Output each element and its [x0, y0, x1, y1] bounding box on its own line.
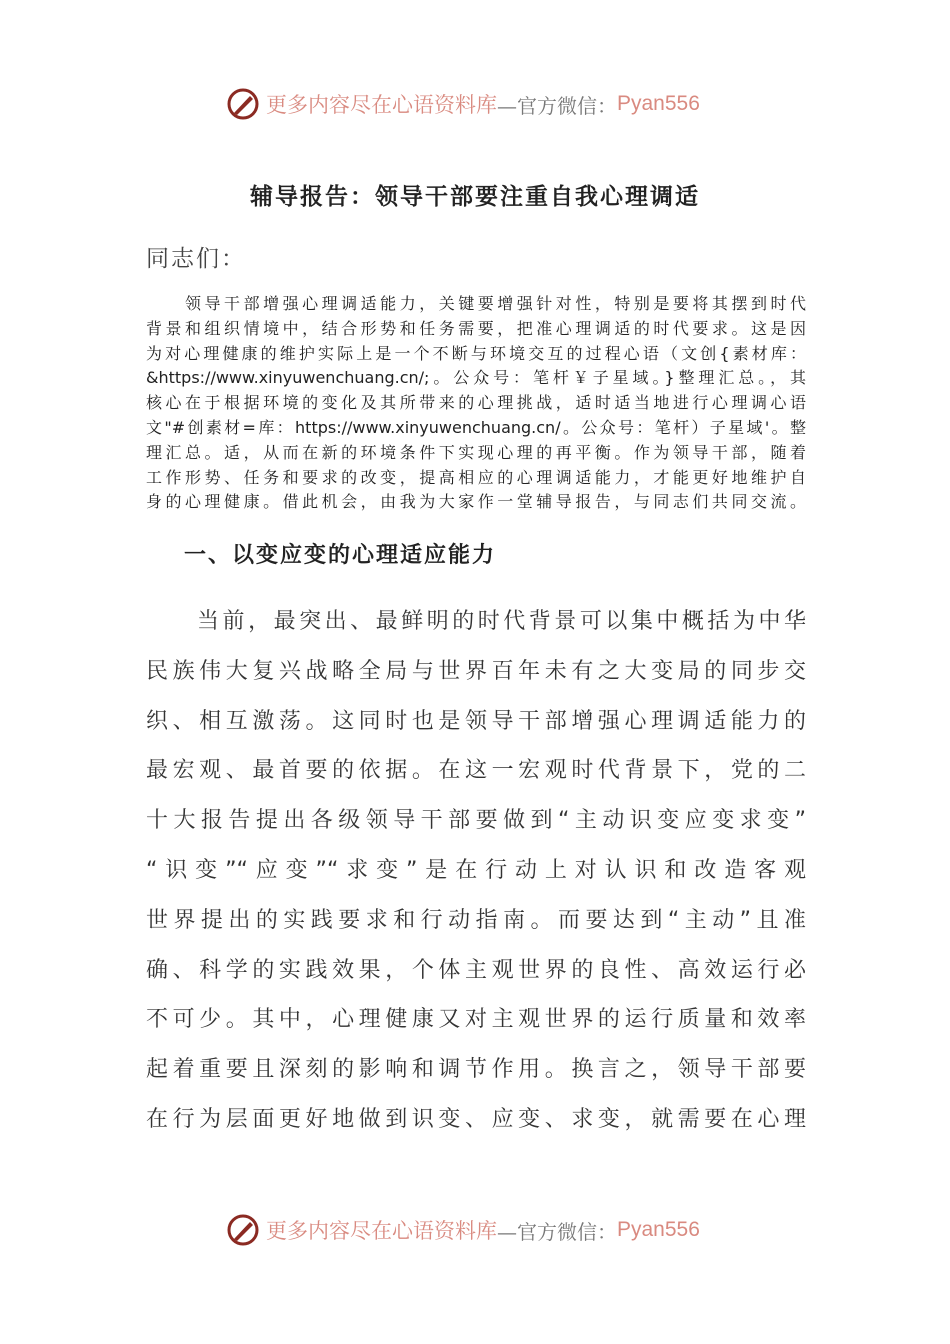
- text-line: 背景和组织情境中，结合形势和任务需要，把准心理调适的时代要求。这是因: [146, 318, 806, 338]
- text-line: 民族伟大复兴战略全局与世界百年未有之大变局的同步交: [146, 658, 806, 684]
- footer-watermark-banner: [226, 1210, 726, 1250]
- text-line: 织、相互激荡。这同时也是领导干部增强心理调适能力的: [146, 708, 806, 734]
- text-line: 为对心理健康的维护实际上是一个不断与环境交互的过程心语（文创{素材库：: [146, 343, 806, 363]
- text-line: 不可少。其中，心理健康又对主观世界的运行质量和效率: [146, 1007, 806, 1033]
- text-line: 身的心理健康。借此机会，由我为大家作一堂辅导报告，与同志们共同交流。: [146, 492, 806, 512]
- greeting: 同志们：: [146, 246, 246, 272]
- pen-logo-icon: [226, 1213, 260, 1247]
- banner-text: 更多内容尽在心语资料库: [266, 93, 497, 117]
- text-line: 领导干部增强心理调适能力，关键要增强针对性，特别是要将其摆到时代: [146, 294, 806, 313]
- text-line: 在行为层面更好地做到识变、应变、求变，就需要在心理: [146, 1106, 806, 1132]
- text-line: 世界提出的实践要求和行动指南。而要达到“主动”且准: [146, 907, 806, 933]
- header-watermark-banner: [226, 84, 726, 124]
- text-line: “识变”“应变”“求变”是在行动上对认识和改造客观: [146, 857, 806, 883]
- text-line: 理汇总。适，从而在新的环境条件下实现心理的再平衡。作为领导干部，随着: [146, 442, 806, 462]
- section-paragraph: [146, 597, 806, 1145]
- text-line: 十大报告提出各级领导干部要做到“主动识变应变求变”: [146, 808, 806, 834]
- pen-logo-icon: [226, 87, 260, 121]
- text-line: 文"#创素材=库：https://www.xinyuwenchuang.cn/。公众号：笔杆）子星域'。整: [146, 417, 806, 437]
- banner-wechat-label: —官方微信：: [497, 1219, 617, 1244]
- banner-wechat-id: Pyan556: [617, 1218, 700, 1241]
- text-line: 确、科学的实践效果，个体主观世界的良性、高效运行必: [146, 957, 806, 983]
- section-heading: 一、以变应变的心理适应能力: [184, 543, 497, 568]
- intro-paragraph: [146, 292, 806, 515]
- text-line: 最宏观、最首要的依据。在这一宏观时代背景下，党的二: [146, 758, 806, 784]
- banner-wechat-label: —官方微信：: [497, 93, 617, 118]
- banner-text: 更多内容尽在心语资料库: [266, 1219, 497, 1243]
- text-line: 起着重要且深刻的影响和调节作用。换言之，领导干部要: [146, 1057, 806, 1083]
- banner-wechat-id: Pyan556: [617, 92, 700, 115]
- text-line: 核心在于根据环境的变化及其所带来的心理挑战，适时适当地进行心理调心语: [146, 393, 806, 413]
- text-line: &https://www.xinyuwenchuang.cn/;。公众号：笔杆￥子星域。}整理汇总。，其: [146, 368, 806, 388]
- document-title: 辅导报告：领导干部要注重自我心理调适: [250, 184, 700, 210]
- text-line: 工作形势、任务和要求的改变，提高相应的心理调适能力，才能更好地维护自: [146, 467, 806, 487]
- text-line: 当前，最突出、最鲜明的时代背景可以集中概括为中华: [146, 609, 806, 634]
